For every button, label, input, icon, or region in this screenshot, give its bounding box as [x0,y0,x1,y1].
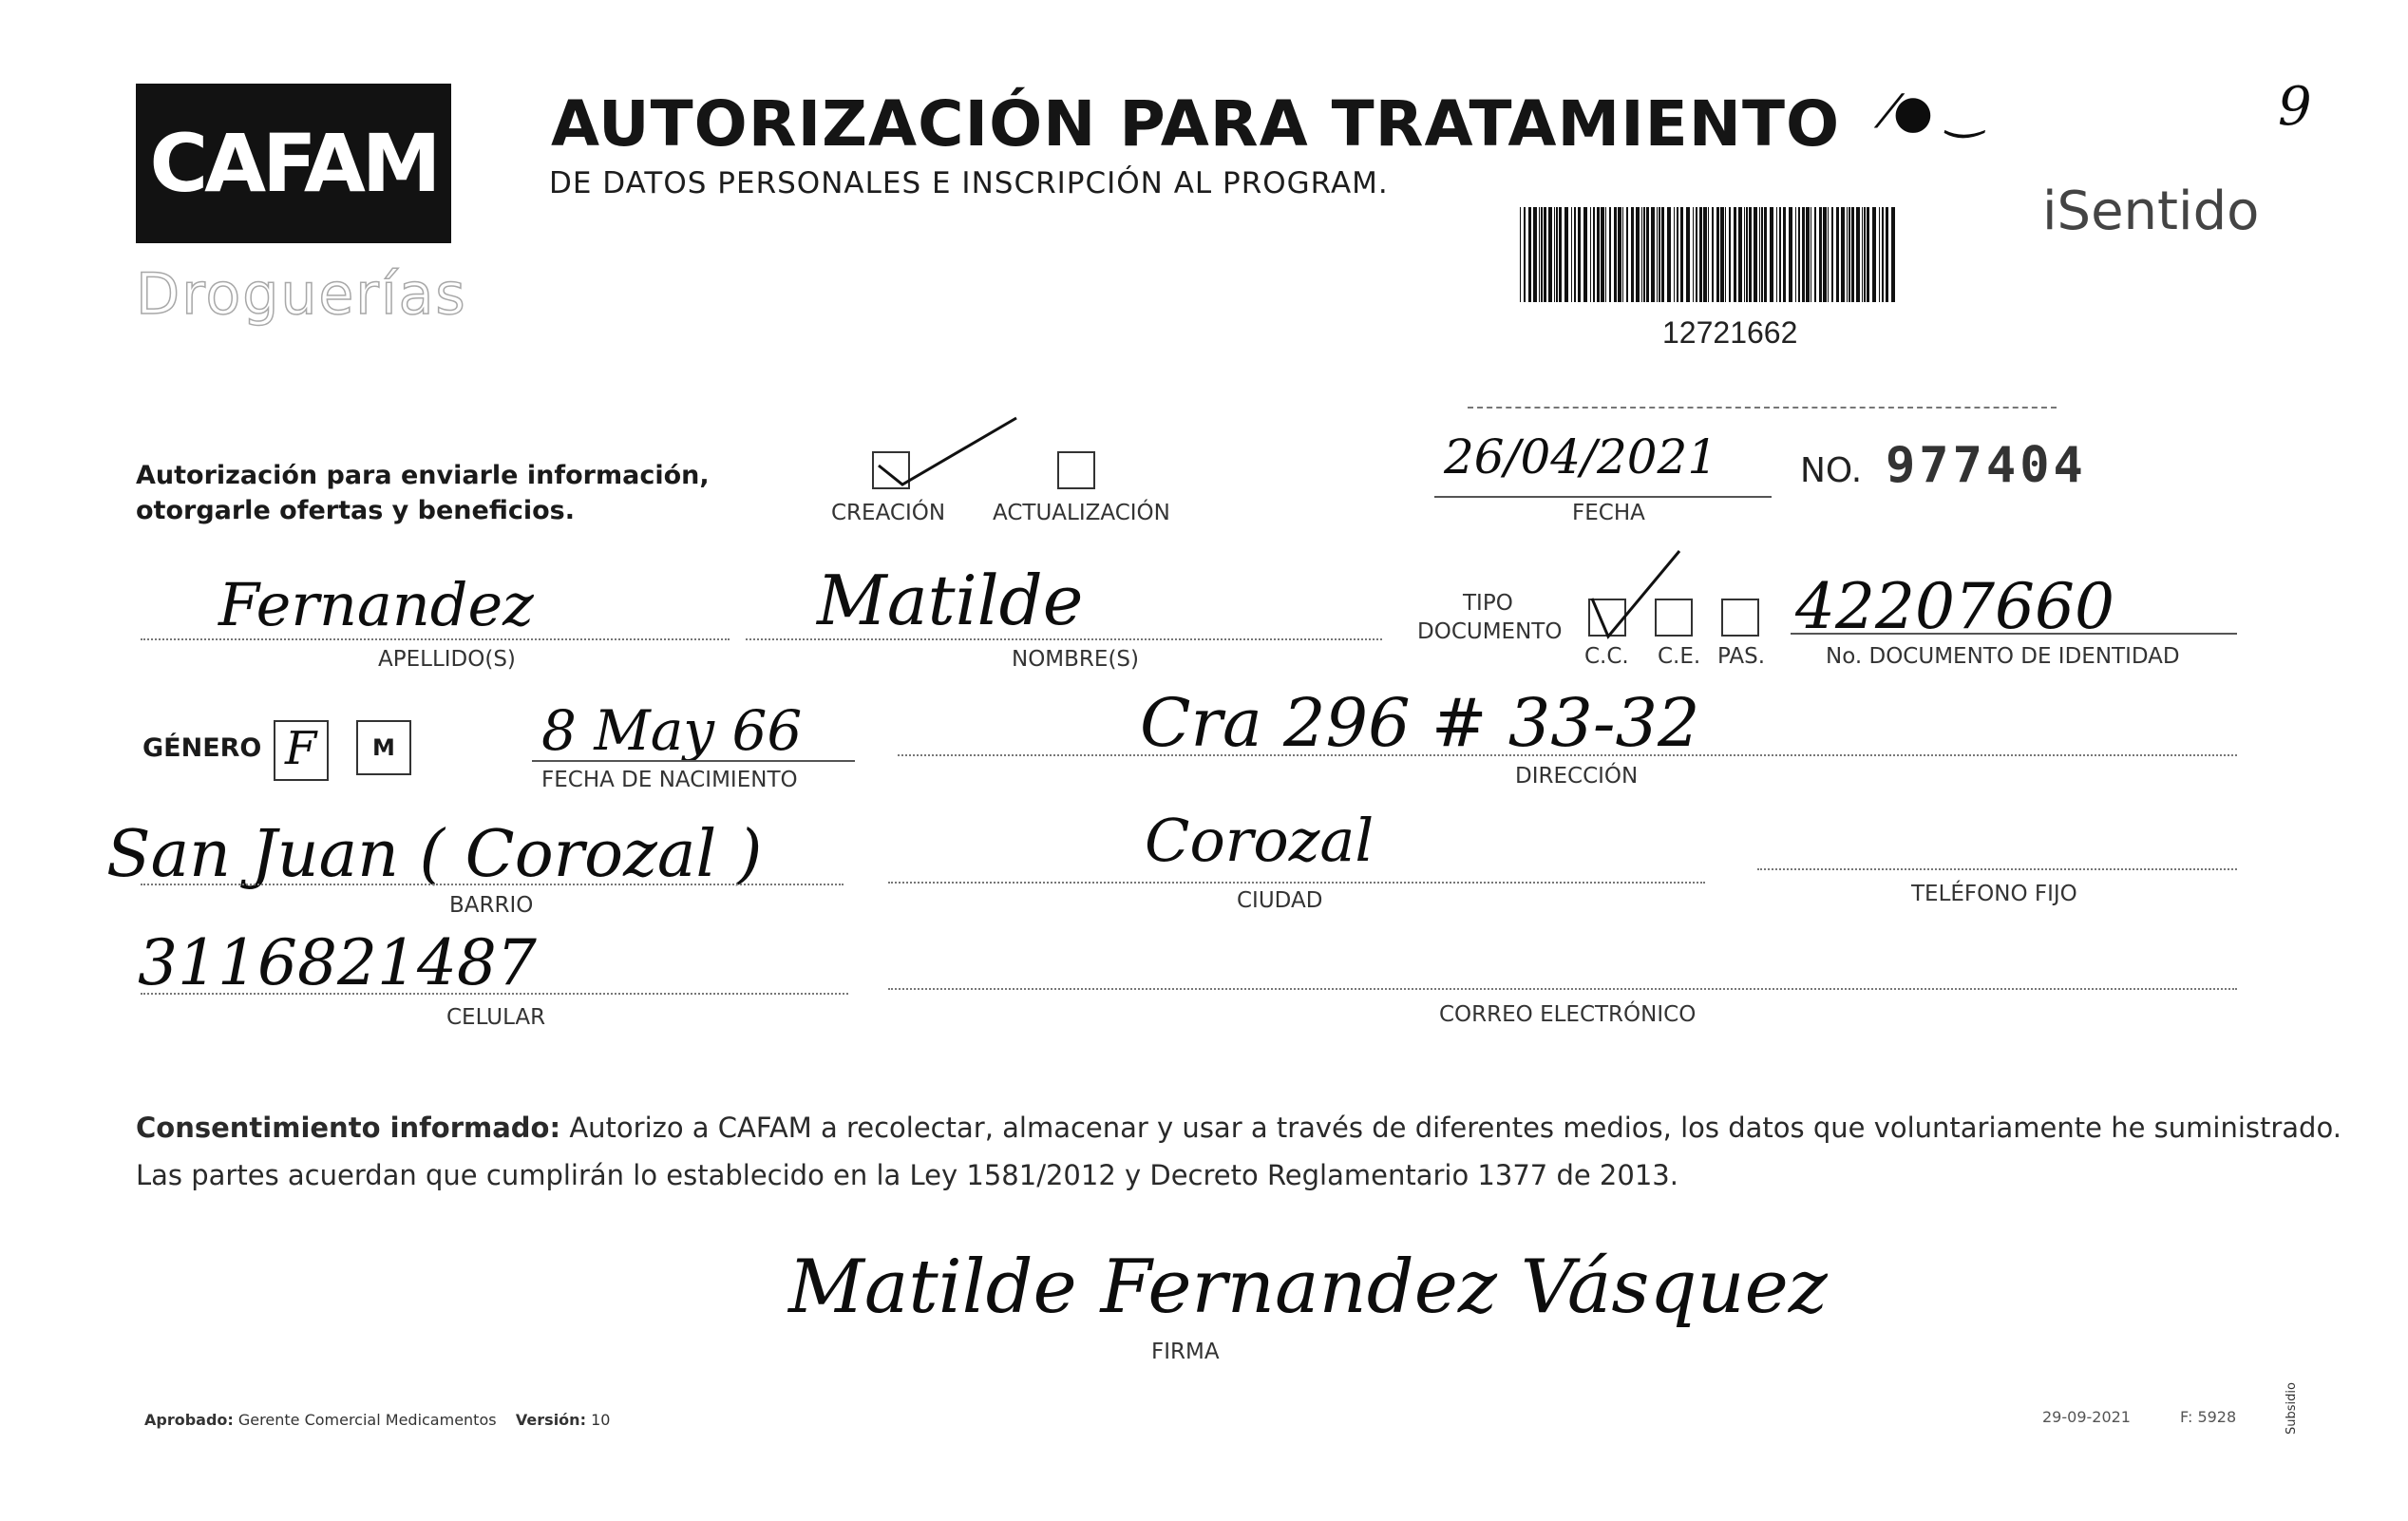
doc-type-label-2: DOCUMENTO [1417,619,1563,644]
birth-label: FECHA DE NACIMIENTO [541,768,798,792]
barcode-bar [1605,207,1606,302]
authorization-heading-2: otorgarle ofertas y beneficios. [136,496,575,525]
barcode-bar [1533,207,1537,302]
barcode-bar [1667,207,1671,302]
barcode-bar [1856,207,1860,302]
date-line [1434,496,1772,498]
date-label: FECHA [1572,501,1645,525]
consent-line-2: Las partes acuerdan que cumplirán lo establecido en la Ley 1581/2012 y Decreto Reglamentario 1377 de 2013. [136,1159,1678,1191]
form-number: 977404 [1886,437,2087,494]
barcode-bar [1643,207,1645,302]
barcode-bar [1776,207,1777,302]
barcode-bar [1609,207,1611,302]
mobile-label: CELULAR [446,1005,546,1030]
barcode-bar [1601,207,1604,302]
mobile-value: 3116821487 [138,926,537,999]
barcode-bar [1746,207,1748,302]
barcode-bar [1862,207,1863,302]
barcode-bar [1779,207,1781,302]
document-title: AUTORIZACIÓN PARA TRATAMIENTO [551,87,1841,161]
approved-label: Aprobado: [144,1411,234,1429]
barcode-bar [1564,207,1568,302]
document-subtitle: DE DATOS PERSONALES E INSCRIPCIÓN AL PROGRAM. [549,166,1389,200]
barcode-bar [1831,207,1833,302]
barcode-bar [1657,207,1658,302]
gender-f-mark: F [285,722,317,775]
city-value: Corozal [1145,806,1375,875]
birth-line [532,760,855,762]
barcode-bar [1823,207,1827,302]
neighborhood-label: BARRIO [449,893,534,918]
barcode-bar [1879,207,1880,302]
barcode-bar [1882,207,1884,302]
droguerias-logo-text: Droguerías [136,261,467,328]
cafam-logo [136,84,451,243]
gender-f-checkbox[interactable] [274,720,329,781]
barcode-bar [1646,207,1649,302]
version-label: Versión: [515,1411,586,1429]
barcode-bar [1571,207,1572,302]
date-dashed-line [1468,407,2057,409]
barcode-bar [1597,207,1600,302]
barcode-bar [1622,207,1623,302]
phone-line [1757,868,2237,870]
barcode-bar [1574,207,1576,302]
footer-code: F: 5928 [2180,1408,2237,1426]
barcode-bar [1764,207,1767,302]
barcode-bar [1770,207,1773,302]
barcode-bar [1556,207,1558,302]
barcode-bar [1872,207,1876,302]
doc-ce-checkbox[interactable] [1655,599,1693,637]
barcode-bar [1814,207,1816,302]
barcode-bar [1703,207,1707,302]
barcode-bar [1539,207,1540,302]
barcode-bar [1712,207,1714,302]
barcode-bar [1614,207,1617,302]
barcode-bar [1559,207,1562,302]
name-line [746,638,1382,640]
doc-number-value: 42207660 [1795,570,2114,643]
barcode-bar [1674,207,1675,302]
barcode-bar [1677,207,1678,302]
approved-value: Gerente Comercial Medicamentos [237,1411,497,1429]
barcode [1520,207,1900,302]
gender-m-checkbox[interactable]: M [356,720,411,775]
barcode-bar [1819,207,1822,302]
barcode-bar [1795,207,1796,302]
barcode-bar [1661,207,1664,302]
barcode-bar [1783,207,1786,302]
checkmark-icon [874,409,1026,494]
signature-label: FIRMA [1151,1340,1220,1364]
barcode-number: 12721662 [1662,315,1798,350]
footer-date: 29-09-2021 [2042,1408,2131,1426]
barcode-bar [1802,207,1805,302]
doc-type-label-1: TIPO [1463,591,1513,616]
barcode-bar [1798,207,1800,302]
barcode-bar [1631,207,1634,302]
barcode-bar [1528,207,1531,302]
email-line [888,988,2237,990]
barcode-bar [1828,207,1829,302]
barcode-bar [1867,207,1869,302]
doc-pas-label: PAS. [1717,644,1766,669]
barcode-bar [1806,207,1810,302]
barcode-bar [1686,207,1690,302]
barcode-bar [1725,207,1726,302]
barcode-bar [1659,207,1660,302]
signature-value: Matilde Fernandez Vásquez [788,1245,1828,1330]
doc-pas-checkbox[interactable] [1721,599,1759,637]
footer-approved [144,1411,610,1429]
barcode-bar [1729,207,1731,302]
doc-cc-label: C.C. [1584,644,1629,669]
handwritten-mark: ⁄● ‿ [1886,86,1984,139]
update-label: ACTUALIZACIÓN [993,501,1170,525]
barcode-bar [1541,207,1543,302]
email-label: CORREO ELECTRÓNICO [1439,1002,1697,1027]
barcode-bar [1851,207,1854,302]
birth-value: 8 May 66 [541,698,803,763]
barcode-bar [1754,207,1757,302]
barcode-bar [1699,207,1702,302]
gender-label: GÉNERO [142,733,262,763]
barcode-bar [1544,207,1546,302]
surname-value: Fernandez [218,570,534,639]
barcode-bar [1720,207,1724,302]
barcode-bar [1693,207,1694,302]
isentido-logo: iSentido [2042,181,2260,242]
neighborhood-line [141,884,844,885]
barcode-bar [1761,207,1763,302]
barcode-bar [1578,207,1581,302]
side-text: Subsidio [2285,1382,2299,1435]
corner-mark: 9 [2278,76,2312,138]
barcode-bar [1636,207,1640,302]
barcode-bar [1738,207,1742,302]
consent-text-1: Autorizo a CAFAM a recolectar, almacenar y usar a través de diferentes medios, los datos que voluntariamente he suministrado. [569,1112,2342,1144]
creation-label: CREACIÓN [831,501,946,525]
barcode-bar [1841,207,1845,302]
surname-line [141,638,730,640]
barcode-bar [1708,207,1709,302]
consent-line-1 [136,1112,2342,1144]
barcode-bar [1886,207,1888,302]
city-line [888,882,1705,884]
barcode-bar [1593,207,1595,302]
address-line [898,754,2237,756]
barcode-bar [1590,207,1591,302]
barcode-bar [1734,207,1736,302]
version-value: 10 [591,1411,611,1429]
barcode-bar [1744,207,1745,302]
city-label: CIUDAD [1237,888,1323,913]
barcode-bar [1716,207,1719,302]
barcode-bar [1680,207,1683,302]
barcode-bar [1583,207,1587,302]
barcode-bar [1554,207,1555,302]
surname-label: APELLIDO(S) [378,647,516,672]
barcode-bar [1520,207,1521,302]
doc-ce-label: C.E. [1658,644,1701,669]
neighborhood-value: San Juan ( Corozal ) [106,817,763,892]
mobile-line [141,993,848,995]
name-label: NOMBRE(S) [1012,647,1139,672]
authorization-heading-1: Autorización para enviarle información, [136,461,710,490]
barcode-bar [1891,207,1895,302]
phone-label: TELÉFONO FIJO [1911,882,2077,906]
barcode-bar [1849,207,1850,302]
barcode-bar [1789,207,1792,302]
barcode-bar [1641,207,1642,302]
barcode-bar [1524,207,1526,302]
number-label: NO. [1800,451,1863,490]
doc-number-label: No. DOCUMENTO DE IDENTIDAD [1826,644,2180,669]
barcode-bar [1759,207,1760,302]
barcode-bar [1847,207,1848,302]
consent-lead: Consentimiento informado: [136,1112,561,1144]
barcode-bar [1864,207,1866,302]
barcode-bar [1749,207,1752,302]
barcode-bar [1618,207,1621,302]
address-value: Cra 296 # 33-32 [1140,684,1700,762]
logo-text: CAFAM [149,117,438,210]
update-checkbox[interactable] [1057,451,1095,489]
barcode-bar [1548,207,1552,302]
barcode-bar [1626,207,1628,302]
barcode-bar [1836,207,1839,302]
name-value: Matilde [817,561,1084,640]
address-label: DIRECCIÓN [1515,764,1639,789]
barcode-bar [1696,207,1697,302]
date-value: 26/04/2021 [1444,429,1718,485]
doc-number-line [1791,633,2237,635]
barcode-bar [1651,207,1655,302]
